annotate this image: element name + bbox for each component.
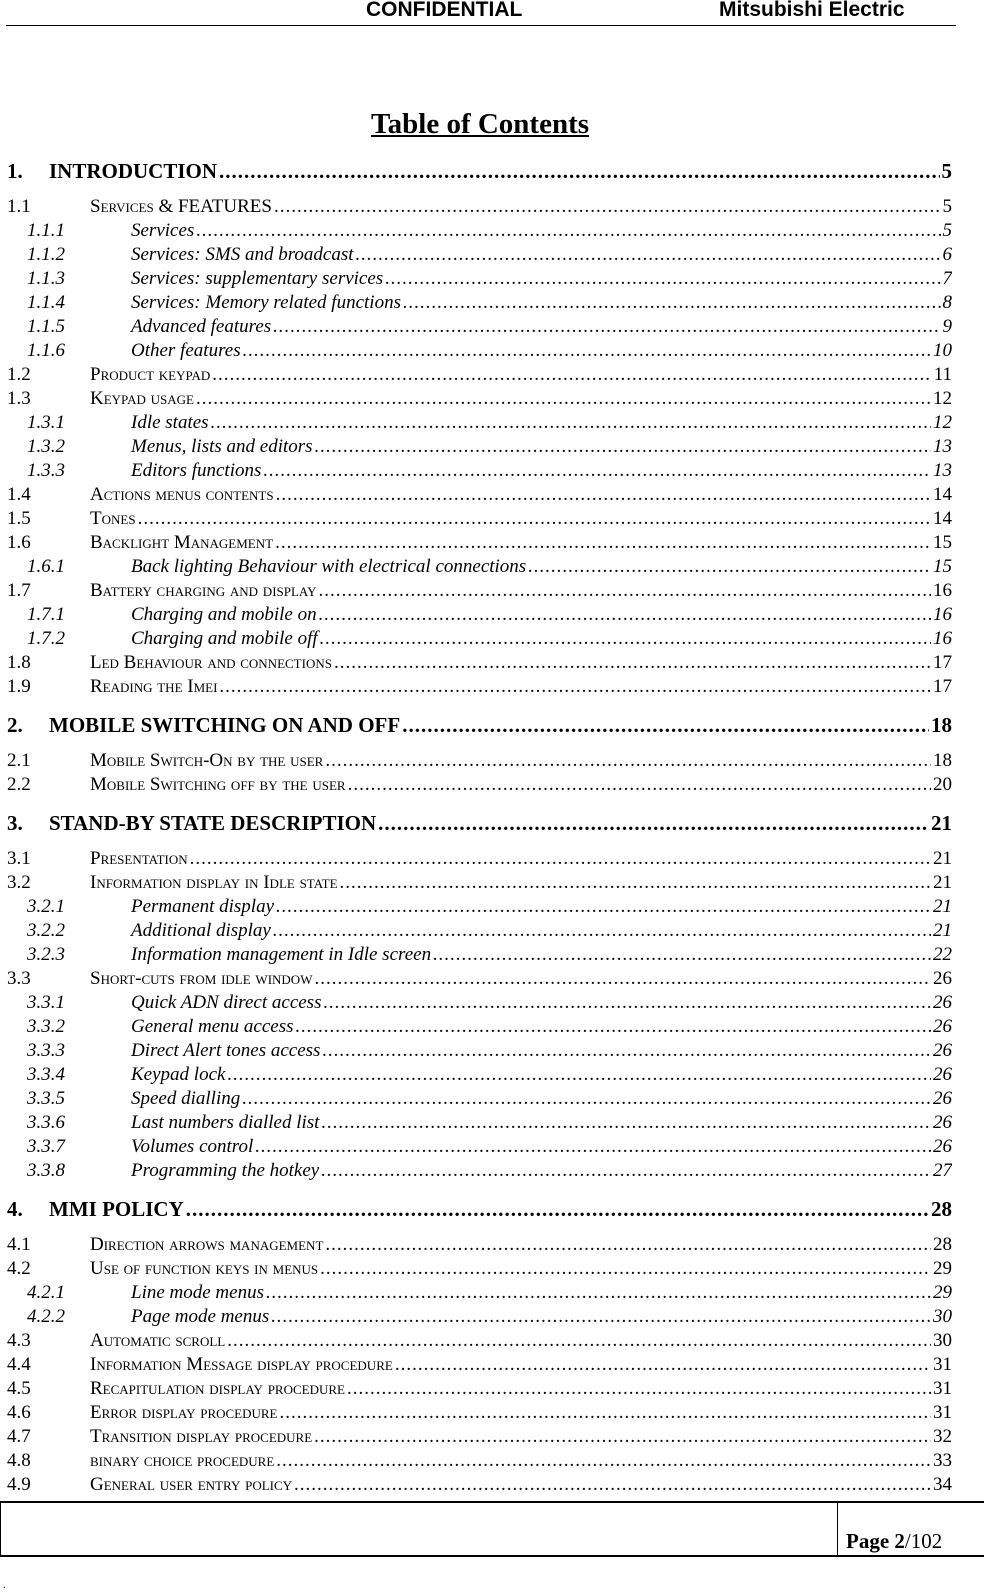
toc-entry-page: 15 bbox=[933, 532, 952, 553]
toc-dot-leader bbox=[347, 1378, 931, 1400]
toc-dot-leader bbox=[325, 1234, 931, 1256]
toc-dot-leader bbox=[273, 920, 931, 942]
toc-entry-label: Volumes control bbox=[131, 1136, 254, 1157]
toc-entry-page: 27 bbox=[933, 1160, 952, 1181]
toc-entry[interactable] bbox=[7, 508, 952, 532]
toc-entry[interactable] bbox=[7, 196, 952, 220]
toc-entry-number: 1.4 bbox=[7, 484, 31, 505]
page-footer bbox=[0, 1501, 984, 1557]
toc-entry-number: 3.3.2 bbox=[27, 1016, 65, 1037]
toc-entry-page: 26 bbox=[933, 1112, 952, 1133]
toc-dot-leader bbox=[280, 1402, 932, 1424]
toc-entry-page: 5 bbox=[942, 220, 952, 241]
page-number bbox=[846, 1529, 942, 1554]
toc-entry-number: 4. bbox=[7, 1197, 23, 1221]
toc-dot-leader bbox=[196, 388, 931, 410]
toc-entry[interactable] bbox=[7, 1234, 952, 1258]
toc-dot-leader bbox=[266, 1282, 931, 1304]
toc-entry[interactable] bbox=[7, 774, 952, 798]
toc-entry-number: 1.9 bbox=[7, 676, 31, 697]
page-number-current: Page 2 bbox=[846, 1529, 905, 1553]
toc-entry-label: binary choice procedure bbox=[90, 1450, 275, 1471]
toc-dot-leader bbox=[314, 1426, 931, 1448]
toc-entry-number: 1.5 bbox=[7, 508, 31, 529]
toc-dot-leader bbox=[211, 412, 931, 434]
toc-entry-number: 1. bbox=[7, 159, 23, 183]
toc-dot-leader bbox=[395, 1354, 931, 1376]
toc-entry[interactable] bbox=[7, 848, 952, 872]
toc-dot-leader bbox=[319, 604, 931, 626]
toc-entry-page: 10 bbox=[933, 340, 952, 361]
toc-entry-label: Idle states bbox=[131, 412, 209, 433]
toc-entry-page: 29 bbox=[933, 1282, 952, 1303]
toc-entry[interactable] bbox=[7, 268, 952, 292]
toc-entry-number: 4.1 bbox=[7, 1234, 31, 1255]
toc-entry[interactable] bbox=[7, 992, 952, 1016]
toc-entry-page: 14 bbox=[933, 484, 952, 505]
toc-entry[interactable] bbox=[7, 532, 952, 556]
toc-entry-number: 4.3 bbox=[7, 1330, 31, 1351]
toc-entry[interactable] bbox=[7, 1402, 952, 1426]
toc-entry-number: 4.5 bbox=[7, 1378, 31, 1399]
toc-entry[interactable] bbox=[7, 676, 952, 700]
toc-dot-leader bbox=[243, 340, 931, 362]
toc-entry-number: 1.1.3 bbox=[27, 268, 65, 289]
toc-entry-number: 4.4 bbox=[7, 1354, 31, 1375]
toc-dot-leader bbox=[227, 1330, 931, 1352]
toc-entry[interactable] bbox=[7, 436, 952, 460]
toc-entry-page: 16 bbox=[933, 580, 952, 601]
toc-entry-page: 26 bbox=[933, 1016, 952, 1037]
toc-entry-number: 1.7 bbox=[7, 580, 31, 601]
toc-dot-leader bbox=[320, 628, 931, 650]
toc-entry[interactable] bbox=[7, 220, 952, 244]
toc-dot-leader bbox=[356, 244, 941, 266]
toc-dot-leader bbox=[325, 750, 931, 772]
toc-dot-leader bbox=[403, 292, 941, 314]
toc-entry-page: 18 bbox=[931, 713, 952, 737]
toc-entry-number: 1.7.1 bbox=[27, 604, 65, 625]
toc-entry-label: Services & FEATURES bbox=[90, 196, 272, 217]
toc-entry-page: 13 bbox=[933, 436, 952, 457]
page-header bbox=[6, 0, 956, 26]
toc-entry[interactable] bbox=[7, 628, 952, 652]
toc-dot-leader bbox=[255, 1136, 931, 1158]
toc-entry-number: 3.3.4 bbox=[27, 1064, 65, 1085]
toc-entry-label: Services bbox=[131, 220, 195, 241]
toc-entry-label: INTRODUCTION bbox=[49, 159, 218, 183]
toc-entry-label: Led Behaviour and connections bbox=[90, 652, 332, 673]
toc-entry[interactable] bbox=[7, 968, 952, 992]
toc-entry-page: 30 bbox=[933, 1306, 952, 1327]
toc-entry[interactable] bbox=[7, 1474, 952, 1498]
toc-entry-label: MOBILE SWITCHING ON AND OFF bbox=[49, 713, 401, 737]
toc-entry-page: 20 bbox=[933, 774, 952, 795]
toc-entry-label: Programming the hotkey bbox=[131, 1160, 320, 1181]
toc-dot-leader bbox=[138, 508, 931, 530]
toc-entry-number: 3.3.5 bbox=[27, 1088, 65, 1109]
toc-entry-label: Charging and mobile on bbox=[131, 604, 317, 625]
toc-entry-number: 4.2.1 bbox=[27, 1282, 65, 1303]
toc-entry-label: Menus, lists and editors bbox=[131, 436, 313, 457]
toc-entry[interactable] bbox=[7, 872, 952, 896]
toc-entry-number: 1.1.6 bbox=[27, 340, 65, 361]
toc-dot-leader bbox=[296, 1016, 931, 1038]
toc-entry-label: Error display procedure bbox=[90, 1402, 278, 1423]
toc-entry[interactable] bbox=[7, 1160, 952, 1184]
toc-dot-leader bbox=[271, 1306, 931, 1328]
toc-entry[interactable] bbox=[7, 484, 952, 508]
toc-entry-label: Permanent display bbox=[131, 896, 275, 917]
toc-dot-leader bbox=[227, 1064, 931, 1086]
toc-entry-number: 3.3.7 bbox=[27, 1136, 65, 1157]
toc-entry-label: Short-cuts from idle window bbox=[90, 968, 313, 989]
toc-dot-leader bbox=[263, 460, 931, 482]
toc-entry-label: Presentation bbox=[90, 848, 188, 869]
toc-dot-leader bbox=[190, 848, 931, 870]
toc-entry-number: 1.6 bbox=[7, 532, 31, 553]
toc-entry-label: Services: supplementary services bbox=[131, 268, 384, 289]
toc-entry[interactable] bbox=[7, 364, 952, 388]
toc-entry-label: Information management in Idle screen bbox=[131, 944, 432, 965]
toc-entry-number: 3.2.3 bbox=[27, 944, 65, 965]
toc-entry-page: 12 bbox=[933, 412, 952, 433]
toc-entry-page: 16 bbox=[933, 604, 952, 625]
toc-entry[interactable] bbox=[7, 811, 952, 835]
toc-entry-page: 29 bbox=[933, 1258, 952, 1279]
toc-entry-label: Last numbers dialled list bbox=[131, 1112, 320, 1133]
toc-entry-label: Actions menus contents bbox=[90, 484, 274, 505]
toc-entry-page: 32 bbox=[933, 1426, 952, 1447]
toc-entry-number: 1.1.1 bbox=[27, 220, 65, 241]
toc-entry[interactable] bbox=[7, 1112, 952, 1136]
toc-entry-label: MMI POLICY bbox=[49, 1197, 184, 1221]
toc-entry-page: 13 bbox=[933, 460, 952, 481]
toc-entry-page: 21 bbox=[933, 920, 952, 941]
toc-entry-page: 26 bbox=[933, 1088, 952, 1109]
toc-entry[interactable] bbox=[7, 1064, 952, 1088]
toc-entry-page: 31 bbox=[933, 1354, 952, 1375]
toc-entry-number: 2.2 bbox=[7, 774, 31, 795]
toc-entry-page: 26 bbox=[933, 992, 952, 1013]
toc-entry-label: General menu access bbox=[131, 1016, 294, 1037]
toc-entry-number: 4.8 bbox=[7, 1450, 31, 1471]
toc-entry-page: 26 bbox=[933, 1040, 952, 1061]
toc-entry[interactable] bbox=[7, 896, 952, 920]
toc-entry-page: 28 bbox=[931, 1197, 952, 1221]
toc-entry[interactable] bbox=[7, 460, 952, 484]
toc-entry[interactable] bbox=[7, 944, 952, 968]
toc-entry-number: 2.1 bbox=[7, 750, 31, 771]
toc-entry[interactable] bbox=[7, 1197, 952, 1221]
toc-dot-leader bbox=[294, 1474, 931, 1496]
confidential-label: CONFIDENTIAL bbox=[366, 0, 523, 21]
toc-entry[interactable] bbox=[7, 316, 952, 340]
toc-dot-leader bbox=[348, 774, 931, 796]
toc-entry-label: Mobile Switching off by the user bbox=[90, 774, 346, 795]
toc-entry[interactable] bbox=[7, 412, 952, 436]
toc-entry-number: 1.3.3 bbox=[27, 460, 65, 481]
toc-entry[interactable] bbox=[7, 340, 952, 364]
toc-entry-number: 3.2.1 bbox=[27, 896, 65, 917]
toc-entry-number: 3.3.1 bbox=[27, 992, 65, 1013]
toc-entry-label: Back lighting Behaviour with electrical connections bbox=[131, 556, 527, 577]
toc-entry-label: Mobile Switch-On by the user bbox=[90, 750, 324, 771]
toc-entry-number: 3.3.3 bbox=[27, 1040, 65, 1061]
toc-entry-number: 3.3 bbox=[7, 968, 31, 989]
toc-entry-number: 2. bbox=[7, 713, 23, 737]
toc-entry-label: Tones bbox=[90, 508, 136, 529]
toc-entry-number: 1.3.1 bbox=[27, 412, 65, 433]
toc-dot-leader bbox=[196, 220, 940, 242]
toc-entry-label: Keypad usage bbox=[90, 388, 194, 409]
toc-entry[interactable] bbox=[7, 1016, 952, 1040]
toc-entry[interactable] bbox=[7, 580, 952, 604]
toc-entry[interactable] bbox=[7, 604, 952, 628]
toc-entry-number: 1.3 bbox=[7, 388, 31, 409]
toc-entry-page: 31 bbox=[933, 1378, 952, 1399]
toc-entry-page: 26 bbox=[933, 1064, 952, 1085]
toc-entry-number: 4.2 bbox=[7, 1258, 31, 1279]
toc-entry-label: Speed dialling bbox=[131, 1088, 241, 1109]
toc-dot-leader bbox=[219, 159, 939, 183]
page-title: Table of Contents bbox=[370, 108, 590, 140]
toc-dot-leader bbox=[528, 556, 931, 578]
toc-dot-leader bbox=[319, 580, 931, 602]
toc-entry-page: 16 bbox=[933, 628, 952, 649]
toc-entry-number: 3. bbox=[7, 811, 23, 835]
toc-entry-number: 1.7.2 bbox=[27, 628, 65, 649]
toc-dot-leader bbox=[212, 364, 931, 386]
toc-entry-page: 5 bbox=[941, 159, 952, 183]
toc-entry-number: 3.3.8 bbox=[27, 1160, 65, 1181]
toc-entry[interactable] bbox=[7, 1258, 952, 1282]
toc-entry-label: STAND-BY STATE DESCRIPTION bbox=[49, 811, 377, 835]
toc-entry[interactable] bbox=[7, 244, 952, 268]
toc-entry-label: Editors functions bbox=[131, 460, 262, 481]
toc-entry-page: 30 bbox=[933, 1330, 952, 1351]
toc-entry[interactable] bbox=[7, 1040, 952, 1064]
toc-entry-label: Line mode menus bbox=[131, 1282, 264, 1303]
toc-dot-leader bbox=[314, 968, 931, 990]
toc-entry-label: Information Message display procedure bbox=[90, 1354, 393, 1375]
toc-entry-label: Quick ADN direct access bbox=[131, 992, 322, 1013]
toc-dot-leader bbox=[378, 811, 929, 835]
footer-divider bbox=[837, 1503, 838, 1555]
toc-entry-number: 1.3.2 bbox=[27, 436, 65, 457]
toc-entry-page: 21 bbox=[933, 872, 952, 893]
toc-dot-leader bbox=[321, 1160, 931, 1182]
toc-entry-page: 26 bbox=[933, 968, 952, 989]
toc-entry-page: 21 bbox=[931, 811, 952, 835]
toc-entry-page: 26 bbox=[933, 1136, 952, 1157]
toc-entry-number: 4.7 bbox=[7, 1426, 31, 1447]
toc-entry-label: Page mode menus bbox=[131, 1306, 270, 1327]
toc-entry-number: 4.6 bbox=[7, 1402, 31, 1423]
toc-entry-label: Keypad lock bbox=[131, 1064, 226, 1085]
toc-dot-leader bbox=[276, 484, 931, 506]
toc-entry-page: 34 bbox=[933, 1474, 952, 1495]
toc-dot-leader bbox=[433, 944, 931, 966]
toc-entry-label: Services: SMS and broadcast bbox=[131, 244, 354, 265]
toc-entry-page: 5 bbox=[942, 196, 952, 217]
toc-dot-leader bbox=[322, 1040, 931, 1062]
toc-entry-number: 1.1.2 bbox=[27, 244, 65, 265]
toc-dot-leader bbox=[321, 1112, 931, 1134]
toc-entry-page: 8 bbox=[942, 292, 952, 313]
toc-entry-label: Battery charging and display bbox=[90, 580, 317, 601]
toc-entry-number: 1.6.1 bbox=[27, 556, 65, 577]
toc-entry-number: 4.9 bbox=[7, 1474, 31, 1495]
toc-entry[interactable] bbox=[7, 388, 952, 412]
toc-entry[interactable] bbox=[7, 652, 952, 676]
company-name: Mitsubishi Electric bbox=[719, 0, 905, 21]
toc-dot-leader bbox=[385, 268, 940, 290]
toc-entry[interactable] bbox=[7, 1354, 952, 1378]
toc-dot-leader bbox=[315, 436, 931, 458]
toc-entry-number: 1.1.4 bbox=[27, 292, 65, 313]
toc-entry-page: 6 bbox=[942, 244, 952, 265]
toc-dot-leader bbox=[275, 532, 931, 554]
toc-entry-page: 17 bbox=[933, 676, 952, 697]
toc-entry[interactable] bbox=[7, 1426, 952, 1450]
toc-dot-leader bbox=[340, 872, 931, 894]
toc-entry-page: 11 bbox=[933, 364, 952, 385]
toc-entry-number: 4.2.2 bbox=[27, 1306, 65, 1327]
toc-dot-leader bbox=[320, 1258, 931, 1280]
toc-entry[interactable] bbox=[7, 1136, 952, 1160]
toc-entry[interactable] bbox=[7, 1282, 952, 1306]
toc-dot-leader bbox=[276, 896, 931, 918]
toc-entry-number: 1.2 bbox=[7, 364, 31, 385]
toc-entry-label: General user entry policy bbox=[90, 1474, 293, 1495]
toc-entry[interactable] bbox=[7, 159, 952, 183]
toc-entry-label: Backlight Management bbox=[90, 532, 274, 553]
toc-entry-page: 18 bbox=[933, 750, 952, 771]
toc-entry-label: Additional display bbox=[131, 920, 271, 941]
toc-entry-label: Recapitulation display procedure bbox=[90, 1378, 345, 1399]
toc-entry[interactable] bbox=[7, 920, 952, 944]
toc-entry-label: Information display in Idle state bbox=[90, 872, 338, 893]
toc-entry-page: 21 bbox=[933, 848, 952, 869]
toc-entry-page: 7 bbox=[942, 268, 952, 289]
toc-entry[interactable] bbox=[7, 556, 952, 580]
toc-entry-label: Automatic scroll bbox=[90, 1330, 226, 1351]
toc-dot-leader bbox=[274, 196, 941, 218]
toc-entry-page: 9 bbox=[942, 316, 952, 337]
toc-entry-number: 1.1.5 bbox=[27, 316, 65, 337]
toc-entry-page: 28 bbox=[933, 1234, 952, 1255]
toc-entry-number: 3.3.6 bbox=[27, 1112, 65, 1133]
toc-entry[interactable] bbox=[7, 1450, 952, 1474]
toc-entry-number: 3.2.2 bbox=[27, 920, 65, 941]
toc-entry[interactable] bbox=[7, 1306, 952, 1330]
toc-entry-label: Product keypad bbox=[90, 364, 211, 385]
toc-entry-page: 14 bbox=[933, 508, 952, 529]
toc-dot-leader bbox=[186, 1197, 929, 1221]
toc-entry[interactable] bbox=[7, 292, 952, 316]
toc-entry[interactable] bbox=[7, 750, 952, 774]
toc-entry[interactable] bbox=[7, 1088, 952, 1112]
toc-entry-page: 21 bbox=[933, 896, 952, 917]
toc-dot-leader bbox=[276, 1450, 931, 1472]
toc-entry[interactable] bbox=[7, 1378, 952, 1402]
toc-entry-number: 3.2 bbox=[7, 872, 31, 893]
toc-entry-label: Other features bbox=[131, 340, 241, 361]
toc-dot-leader bbox=[323, 992, 931, 1014]
toc-entry-page: 17 bbox=[933, 652, 952, 673]
toc-entry-label: Direction arrows management bbox=[90, 1234, 324, 1255]
toc-entry-label: Direct Alert tones access bbox=[131, 1040, 321, 1061]
toc-entry-page: 15 bbox=[933, 556, 952, 577]
toc-dot-leader bbox=[219, 676, 931, 698]
toc-entry-label: Reading the Imei bbox=[90, 676, 218, 697]
toc-entry-label: Advanced features bbox=[131, 316, 272, 337]
toc-dot-leader bbox=[242, 1088, 931, 1110]
toc-entry-label: Charging and mobile off bbox=[131, 628, 318, 649]
corner-mark: . bbox=[3, 1580, 6, 1591]
page-number-total: /102 bbox=[904, 1529, 943, 1553]
toc-entry-page: 22 bbox=[933, 944, 952, 965]
toc-entry-label: Transition display procedure bbox=[90, 1426, 313, 1447]
toc-entry-page: 12 bbox=[933, 388, 952, 409]
toc-entry-label: Use of function keys in menus bbox=[90, 1258, 319, 1279]
toc-dot-leader bbox=[273, 316, 940, 338]
toc-entry[interactable] bbox=[7, 713, 952, 737]
toc-dot-leader bbox=[402, 713, 929, 737]
toc-entry[interactable] bbox=[7, 1330, 952, 1354]
toc-entry-number: 3.1 bbox=[7, 848, 31, 869]
toc-entry-page: 33 bbox=[933, 1450, 952, 1471]
toc-entry-page: 31 bbox=[933, 1402, 952, 1423]
toc-entry-number: 1.8 bbox=[7, 652, 31, 673]
toc-dot-leader bbox=[334, 652, 931, 674]
toc-entry-label: Services: Memory related functions bbox=[131, 292, 401, 313]
toc-entry-number: 1.1 bbox=[7, 196, 31, 217]
